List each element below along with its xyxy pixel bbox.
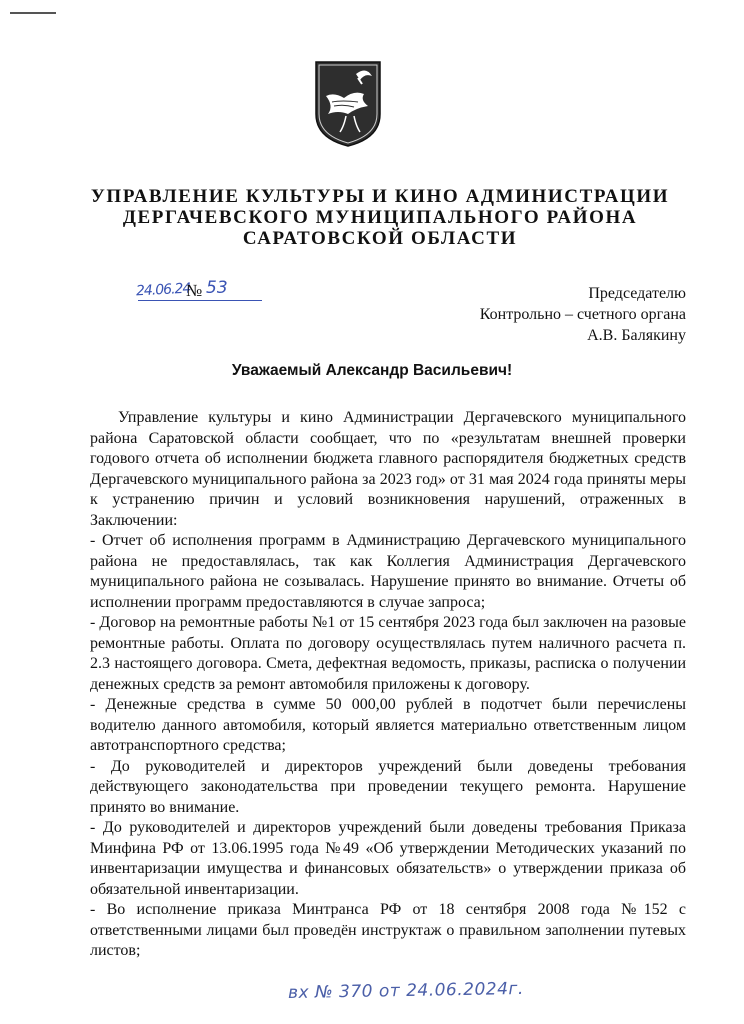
registration-date-handwritten: 24.06.24 [135, 280, 191, 300]
registration-number-sign: № [186, 281, 203, 300]
registration-number-handwritten: 53 [206, 278, 228, 298]
addressee-line-2: Контрольно – счетного органа [479, 306, 686, 323]
body-intro-paragraph: Управление культуры и кино Администрации Дергачевского муниципального района Саратовской области сообщает, что по «результатам внешней проверки годового отчета об исполнении бюджета главного распорядителя бюджетных средств Дергачевского муниципального района за 2023 год» от 31 мая 2024 года приняты меры к устранению причин и условий возникновения нарушений, отраженных в Заключении: [90, 409, 686, 529]
header-line-3: САРАТОВСКОЙ ОБЛАСТИ [242, 228, 518, 249]
body-item-3: - Денежные средства в сумме 50 000,00 рублей в подотчет были перечислены водителю данного автомобиля, который является материально ответственным лицом автотранспортного средства; [90, 696, 686, 754]
header-line-1: УПРАВЛЕНИЕ КУЛЬТУРЫ И КИНО АДМИНИСТРАЦИИ [90, 186, 670, 207]
header-line-2: ДЕРГАЧЕВСКОГО МУНИЦИПАЛЬНОГО РАЙОНА [122, 207, 638, 228]
registration-underline [138, 300, 262, 301]
body-item-6: - Во исполнение приказа Минтранса РФ от 18 сентября 2008 года №152 с ответственными лицами был проведён инструктаж о правильном заполнении путевых листов; [90, 901, 686, 959]
letter-body [90, 408, 686, 962]
scan-edge-mark [10, 12, 56, 14]
saratov-coat-of-arms-emblem [314, 60, 382, 148]
body-item-5: - До руководителей и директоров учреждений были доведены требования Приказа Минфина РФ от 13.06.1995 года №49 «Об утверждении Методических указаний по инвентаризации имущества и финансовых обязательств» о утверждении приказа об обязательной инвентаризации. [90, 819, 686, 898]
organization-header [60, 186, 700, 249]
incoming-registration-stamp-handwritten: вх № 370 от 24.06.2024г. [287, 978, 524, 1004]
body-item-2: - Договор на ремонтные работы №1 от 15 сентября 2023 года был заключен на разовые ремонтные работы. Оплата по договору осуществлялась путем наличного расчета п. 2.3 настоящего договора. Смета, дефектная ведомость, приказы, расписка о получении денежных средств за ремонт автомобиля приложены к договору. [90, 614, 686, 693]
salutation: Уважаемый Александр Васильевич! [231, 362, 513, 379]
body-item-4: - До руководителей и директоров учреждений были доведены требования действующего законодательства при проведении текущего ремонта. Нарушение принято во внимание. [90, 757, 686, 816]
addressee-line-3: А.В. Балякину [587, 327, 686, 344]
addressee-line-1: Председателю [588, 285, 686, 302]
body-item-1: - Отчет об исполнения программ в Администрацию Дергачевского муниципального района не предоставлялась, так как Коллегия Администрация Дергачевского муниципального района не созывалась. Нарушение принято во внимание. Отчеты об исполнении программ предоставляются в случае запроса; [90, 532, 686, 611]
addressee-block [480, 283, 686, 346]
